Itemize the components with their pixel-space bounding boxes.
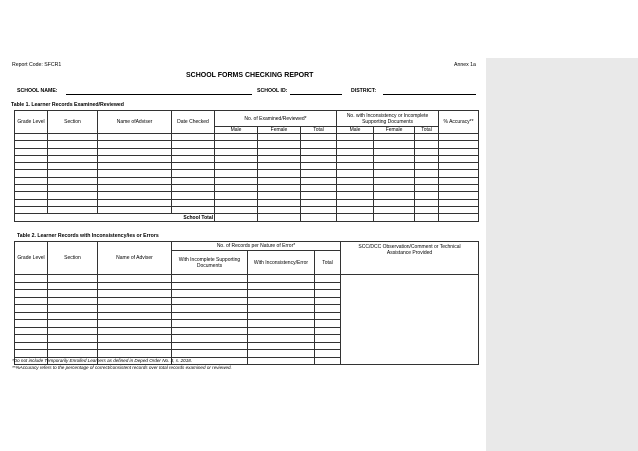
school-total-row	[15, 214, 479, 222]
comment-panel[interactable]	[486, 58, 638, 451]
t1-sub-male: Male	[337, 127, 374, 134]
table-row	[15, 192, 479, 199]
table-row	[15, 177, 479, 184]
comment-sidebar	[486, 0, 638, 451]
table2-caption: Table 2. Learner Records with Inconsistency/ies or Errors	[17, 233, 159, 239]
t2-header-nature: No. of Records per Nature of Error*	[172, 242, 341, 251]
t1-header-grade: Grade Level	[15, 111, 48, 134]
t1-header-section: Section	[48, 111, 98, 134]
table-row	[15, 148, 479, 155]
t2-header-section: Section	[48, 242, 98, 275]
footnote-2: **%Accuracy refers to the percentage of correct/consistent records over total records examined or reviewed.	[12, 365, 232, 370]
table-row	[15, 163, 479, 170]
school-id-label: SCHOOL ID:	[257, 88, 288, 94]
t2-header-incomplete: With Incomplete Supporting Documents	[172, 251, 248, 275]
t2-header-adviser: Name of Adviser	[98, 242, 172, 275]
table1	[14, 110, 479, 222]
t2-header-with-inconsistency: With Inconsistency/Error	[248, 251, 315, 275]
t1-header-accuracy: % Accuracy**	[439, 111, 479, 134]
table1-caption: Table 1. Learner Records Examined/Reviewed	[11, 102, 124, 108]
table-row	[15, 170, 479, 177]
table2	[14, 241, 479, 365]
t2-header-total: Total	[315, 251, 341, 275]
table-row	[15, 185, 479, 192]
t1-header-date: Date Checked	[172, 111, 215, 134]
page-title: SCHOOL FORMS CHECKING REPORT	[186, 72, 314, 79]
table-row	[15, 206, 479, 213]
table-row	[15, 155, 479, 162]
district-label: DISTRICT:	[351, 88, 377, 94]
t1-sub-total: Total	[415, 127, 439, 134]
annex-label: Annex 1a	[454, 62, 476, 68]
district-field[interactable]	[383, 94, 476, 95]
footnote-1: *Do not include Temporarily Enrolled Learners as defined in Deped Order No. 3, s. 2018.	[12, 358, 193, 363]
table-row	[15, 141, 479, 148]
t1-sub-female: Female	[258, 127, 301, 134]
t1-header-adviser: Name ofAdviser	[98, 111, 172, 134]
table-row	[15, 275, 479, 283]
school-id-field[interactable]	[290, 94, 342, 95]
school-name-field[interactable]	[66, 94, 252, 95]
t1-sub-male: Male	[215, 127, 258, 134]
t1-header-inconsistency: No. with Inconsistency or Incomplete Supporting Documents	[337, 111, 439, 127]
t2-header-observation: SCC/DCC Observation/Comment or Technical Assistance Provided	[341, 242, 479, 275]
table-row	[15, 134, 479, 141]
table-row	[15, 199, 479, 206]
observation-box[interactable]	[341, 275, 479, 365]
report-code: Report Code: SFCR1	[12, 62, 62, 68]
school-total-label: School Total	[15, 214, 215, 222]
t1-sub-total: Total	[301, 127, 337, 134]
school-name-label: SCHOOL NAME:	[17, 88, 58, 94]
t1-header-examined: No. of Examined/Reviewed*	[215, 111, 337, 127]
t2-header-grade: Grade Level	[15, 242, 48, 275]
t1-sub-female: Female	[374, 127, 415, 134]
